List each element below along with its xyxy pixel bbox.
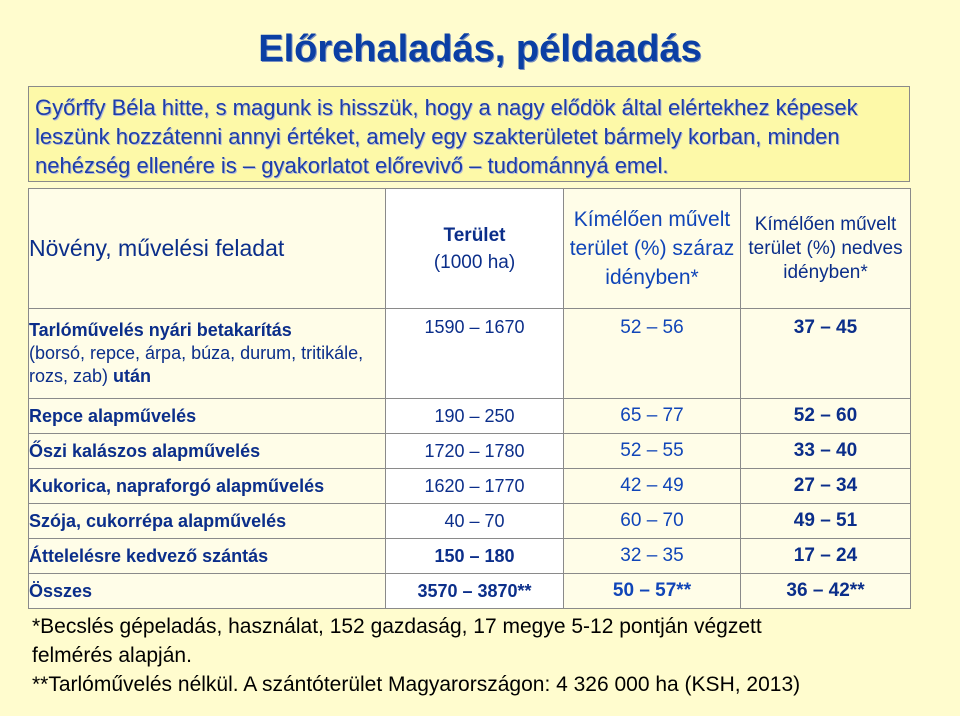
table-row — [29, 434, 911, 469]
table-header-row — [29, 189, 911, 309]
footnotes — [32, 612, 932, 699]
intro-line: nehézség ellenére is – gyakorlatot előrevivő – tudománnyá emel. — [35, 153, 669, 178]
tillage-table — [28, 188, 911, 609]
row-area-cell: 40 – 70 — [386, 504, 564, 539]
header-wet-season: Kímélően művelt terület (%) nedves idényben* — [741, 189, 911, 309]
row-area-cell: 3570 – 3870** — [386, 574, 564, 609]
footnote-line: *Becslés gépeladás, használat, 152 gazdaság, 17 megye 5-12 pontján végzett — [32, 615, 762, 638]
row-crop-cell: Repce alapművelés — [29, 399, 386, 434]
header-area-title: Terület — [443, 224, 506, 246]
row-crop-cell: Szója, cukorrépa alapművelés — [29, 504, 386, 539]
row-dry-cell: 32 – 35 — [564, 539, 741, 574]
row-dry-cell: 42 – 49 — [564, 469, 741, 504]
row-area-cell: 1720 – 1780 — [386, 434, 564, 469]
row-crop-bold: Tarlóművelés nyári betakarítás — [29, 320, 292, 340]
footnote-line: felmérés alapján. — [32, 644, 192, 667]
table-row — [29, 504, 911, 539]
row-crop-cell — [29, 309, 386, 399]
row-crop-cell: Összes — [29, 574, 386, 609]
table-row-total — [29, 574, 911, 609]
table-row — [29, 309, 911, 399]
row-area-cell: 1620 – 1770 — [386, 469, 564, 504]
row-wet-cell: 37 – 45 — [741, 309, 911, 399]
row-wet-cell: 27 – 34 — [741, 469, 911, 504]
row-dry-cell: 52 – 56 — [564, 309, 741, 399]
table-row — [29, 469, 911, 504]
header-crop: Növény, művelési feladat — [29, 189, 386, 309]
row-wet-cell: 52 – 60 — [741, 399, 911, 434]
row-wet-cell: 36 – 42** — [741, 574, 911, 609]
row-crop-cell: Áttelelésre kedvező szántás — [29, 539, 386, 574]
row-area-cell: 150 – 180 — [386, 539, 564, 574]
page-title: Előrehaladás, példaadás — [258, 28, 702, 70]
intro-line: leszünk hozzátenni annyi értéket, amely egy szakterületet bármely korban, minden — [35, 124, 840, 149]
row-dry-cell: 52 – 55 — [564, 434, 741, 469]
row-dry-cell: 65 – 77 — [564, 399, 741, 434]
row-wet-cell: 17 – 24 — [741, 539, 911, 574]
row-crop-cell: Őszi kalászos alapművelés — [29, 434, 386, 469]
row-dry-cell: 60 – 70 — [564, 504, 741, 539]
row-area-cell: 1590 – 1670 — [386, 309, 564, 399]
row-wet-cell: 33 – 40 — [741, 434, 911, 469]
intro-line: Győrffy Béla hitte, s magunk is hisszük, hogy a nagy elődök által elértekhez képesek — [35, 95, 858, 120]
footnote-line: **Tarlóművelés nélkül. A szántóterület Magyarországon: 4 326 000 ha (KSH, 2013) — [32, 673, 801, 696]
header-dry-season: Kímélően művelt terület (%) száraz idényben* — [564, 189, 741, 309]
row-crop-cell: Kukorica, napraforgó alapművelés — [29, 469, 386, 504]
row-crop-tail: után — [113, 366, 152, 386]
header-area-unit: (1000 ha) — [433, 251, 516, 273]
table-row — [29, 399, 911, 434]
row-wet-cell: 49 – 51 — [741, 504, 911, 539]
row-dry-cell: 50 – 57** — [564, 574, 741, 609]
row-area-cell: 190 – 250 — [386, 399, 564, 434]
row-crop-detail: (borsó, repce, árpa, búza, durum, tritikále, rozs, zab) — [29, 343, 364, 386]
table-row — [29, 539, 911, 574]
header-area — [386, 189, 564, 309]
intro-box — [28, 86, 910, 182]
